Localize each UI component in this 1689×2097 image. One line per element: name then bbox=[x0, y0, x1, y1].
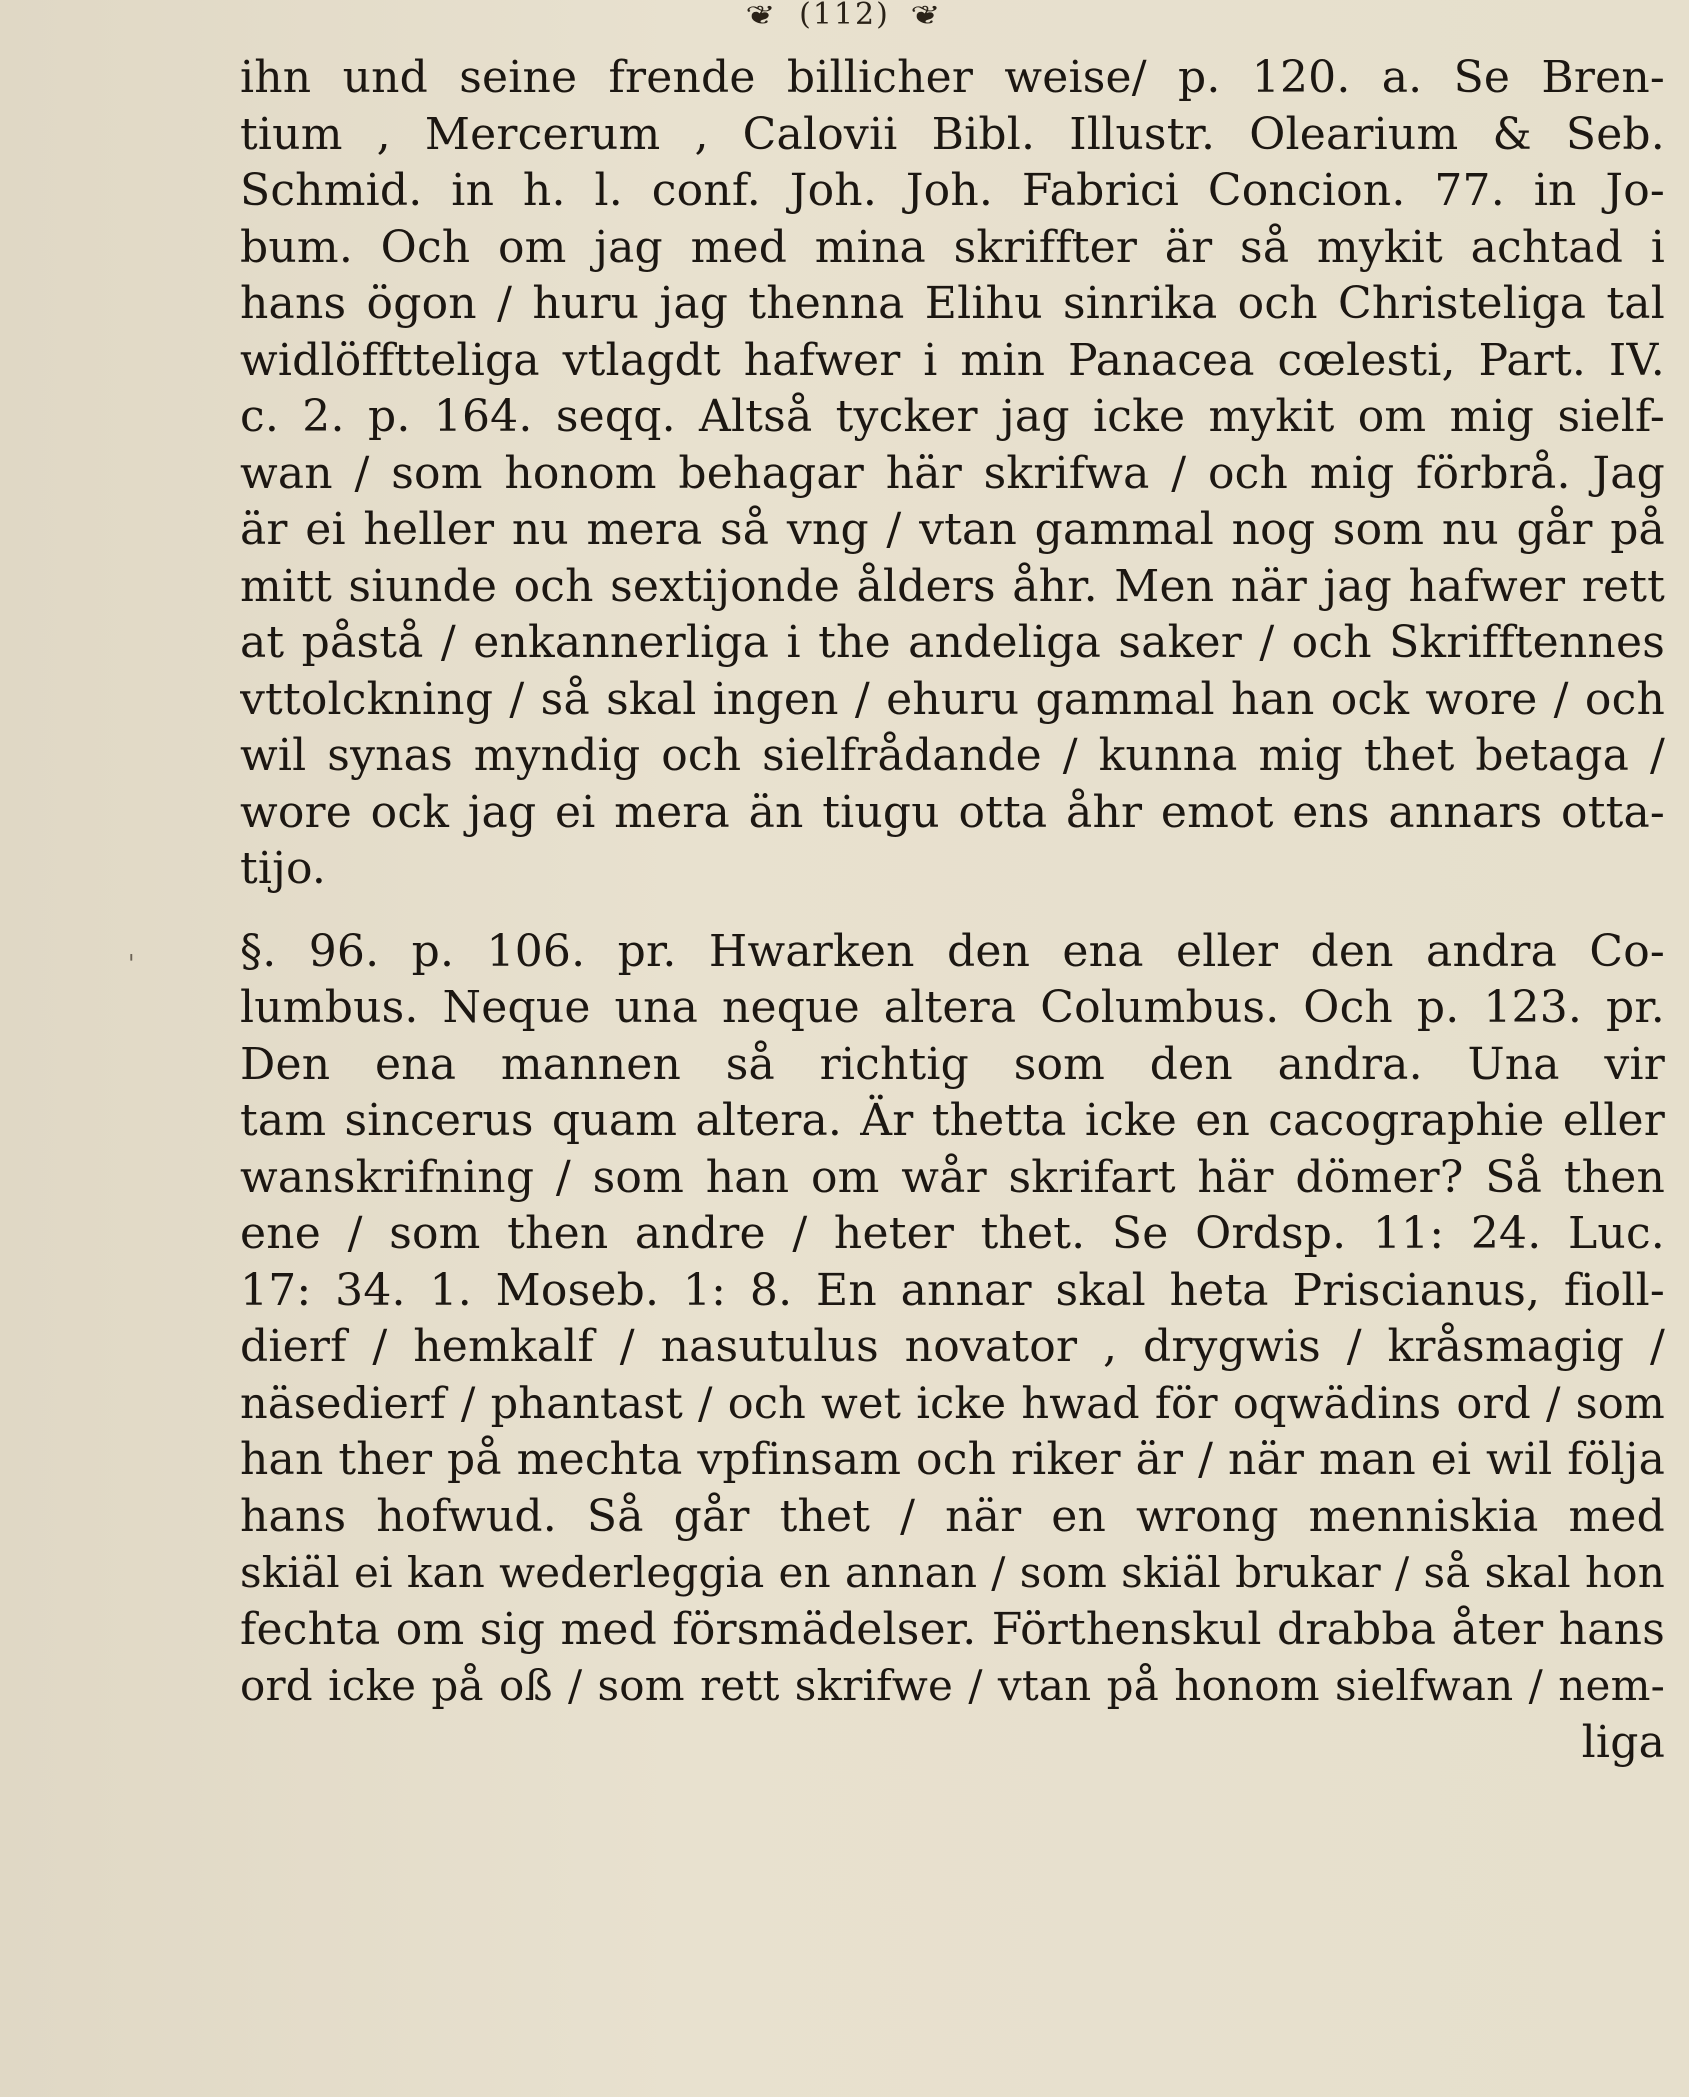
text-line: Schmid. in h. l. conf. Joh. Joh. Fabrici Concion. 77. in Jo- bbox=[240, 165, 1665, 216]
text-line: lumbus. Neque una neque altera Columbus. Och p. 123. pr. bbox=[240, 982, 1665, 1033]
text-line: ihn und seine frende billicher weise/ p. 120. a. Se Bren- bbox=[240, 52, 1665, 103]
catchword: liga bbox=[1581, 1716, 1665, 1768]
text-line: §. 96. p. 106. pr. Hwarken den ena eller den andra Co- bbox=[240, 925, 1665, 977]
text-line: Den ena mannen så richtig som den andra. Una vir bbox=[240, 1038, 1665, 1090]
text-line: wore ock jag ei mera än tiugu otta åhr emot ens annars otta- bbox=[240, 786, 1665, 838]
text-line: han ther på mechta vpfinsam och riker är / när man ei wil följa bbox=[240, 1434, 1665, 1485]
text-line: hans hofwud. Så går thet / när en wrong menniskia med bbox=[240, 1490, 1665, 1542]
text-line: dierf / hemkalf / nasutulus novator , drygwis / kråsmagig / bbox=[240, 1321, 1665, 1372]
text-line: ord icke på oß / som rett skrifwe / vtan på honom sielfwan / nem- bbox=[240, 1661, 1665, 1710]
text-line: mitt siunde och sextijonde ålders åhr. Men när jag hafwer rett bbox=[240, 560, 1665, 612]
text-line: wan / som honom behagar här skrifwa / och mig förbrå. Jag bbox=[240, 447, 1665, 499]
text-line: ene / som then andre / heter thet. Se Ordsp. 11: 24. Luc. bbox=[240, 1208, 1665, 1259]
ornament-right-icon: ❦ bbox=[910, 1, 944, 31]
text-line: vttolckning / så skal ingen / ehuru gammal han ock wore / och bbox=[240, 673, 1665, 725]
text-line: tijo. bbox=[240, 843, 327, 894]
text-line: wil synas myndig och sielfrådande / kunna mig thet betaga / bbox=[240, 730, 1665, 781]
paragraph-2 bbox=[240, 924, 1665, 1772]
text-line: c. 2. p. 164. seqq. Altså tycker jag icke mykit om mig sielf- bbox=[240, 391, 1665, 442]
text-line: fechta om sig med försmädelser. Förthenskul drabba åter hans bbox=[240, 1603, 1665, 1655]
text-line: bum. Och om jag med mina skriffter är så mykit achtad i bbox=[240, 221, 1665, 273]
text-line: wanskrifning / som han om wår skrifart här dömer? Så then bbox=[240, 1151, 1665, 1203]
page-number: (112) bbox=[799, 0, 890, 32]
text-line: skiäl ei kan wederleggia en annan / som skiäl brukar / så skal hon bbox=[240, 1548, 1665, 1597]
text-line: widlöfftteliga vtlagdt hafwer i min Panacea cœlesti, Part. IV. bbox=[240, 334, 1665, 386]
text-line: tium , Mercerum , Calovii Bibl. Illustr. Olearium & Seb. bbox=[240, 108, 1665, 160]
text-line: at påstå / enkannerliga i the andeliga saker / och Skrifftennes bbox=[240, 617, 1665, 668]
text-line: näsedierf / phantast / och wet icke hwad för oqwädins ord / som bbox=[240, 1378, 1665, 1429]
page-header bbox=[0, 0, 1689, 36]
ornament-left-icon: ❦ bbox=[745, 1, 779, 31]
paragraph-1 bbox=[240, 50, 1665, 898]
text-line: hans ögon / huru jag thenna Elihu sinrika och Christeliga tal bbox=[240, 278, 1665, 329]
margin-mark: ' bbox=[128, 950, 135, 978]
text-line: tam sincerus quam altera. Är thetta icke en cacographie eller bbox=[240, 1095, 1665, 1146]
text-body bbox=[240, 50, 1665, 1771]
text-line: 17: 34. 1. Moseb. 1: 8. En annar skal heta Priscianus, fioll- bbox=[240, 1264, 1665, 1316]
text-line: är ei heller nu mera så vng / vtan gammal nog som nu går på bbox=[240, 504, 1665, 555]
